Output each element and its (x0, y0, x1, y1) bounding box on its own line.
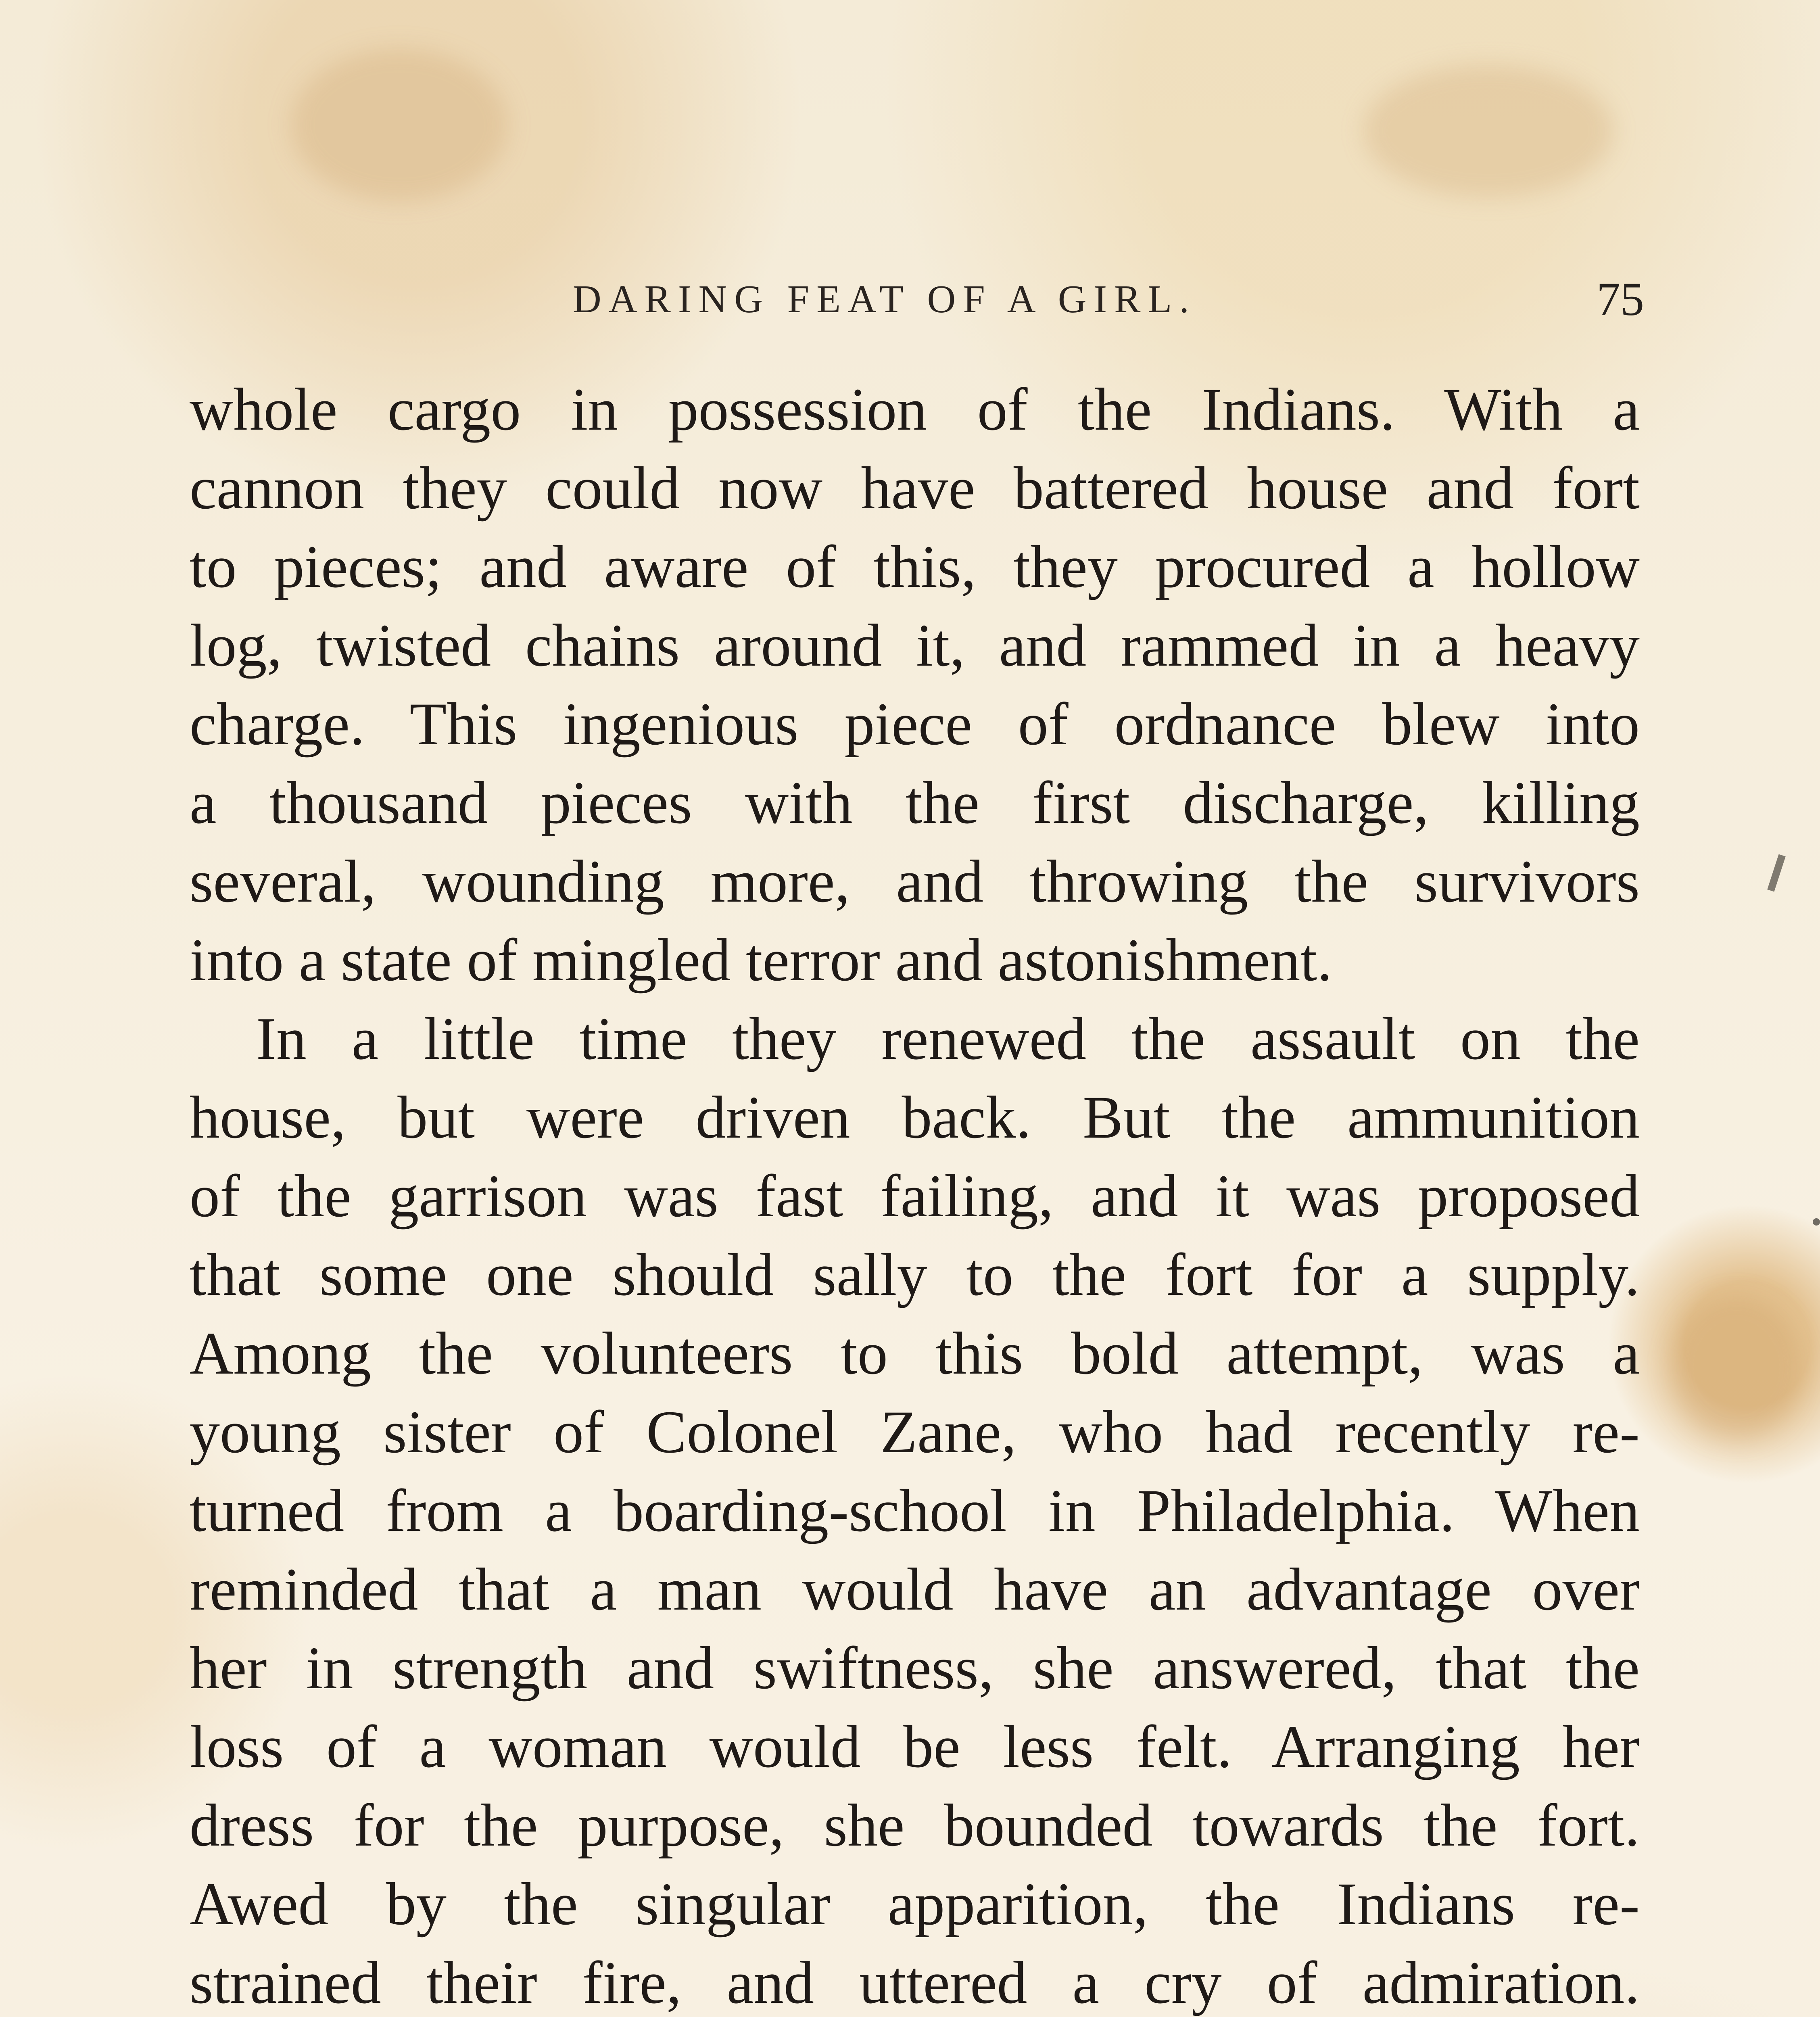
text-line: whole cargo in possession of the Indians. With a (190, 376, 1640, 443)
running-header: DARING FEAT OF A GIRL. (573, 278, 1196, 321)
text-line: turned from a boarding-school in Philadelphia. When (190, 1477, 1640, 1544)
text-line: reminded that a man would have an advantage over (190, 1556, 1640, 1623)
text-line: her in strength and swiftness, she answered, that the (190, 1635, 1640, 1702)
text-line: Among the volunteers to this bold attempt, was a (190, 1320, 1640, 1387)
text-line: house, but were driven back. But the ammunition (190, 1084, 1640, 1151)
foxing-stain (290, 48, 508, 202)
paragraph-end-line: into a state of mingled terror and astonishment. (190, 927, 1332, 994)
text-line: Awed by the singular apparition, the Indians re- (190, 1871, 1640, 1938)
paragraph-start-line: In a little time they renewed the assault on the (256, 1005, 1640, 1072)
text-line: that some one should sally to the fort for a supply. (190, 1241, 1640, 1308)
text-line: loss of a woman would be less felt. Arranging her (190, 1713, 1640, 1780)
text-line: a thousand pieces with the first discharge, killing (190, 769, 1640, 836)
dust-speck (1813, 1218, 1820, 1226)
text-line: several, wounding more, and throwing the survivors (190, 848, 1640, 915)
text-line: charge. This ingenious piece of ordnance blew into (190, 691, 1640, 758)
foxing-stain (1670, 1295, 1803, 1440)
text-line: of the garrison was fast failing, and it was proposed (190, 1163, 1640, 1230)
text-line: dress for the purpose, she bounded towards the fort. (190, 1792, 1640, 1859)
page-number: 75 (1597, 273, 1644, 326)
text-line: to pieces; and aware of this, they procured a hollow (190, 533, 1640, 600)
body-text (190, 370, 1640, 2017)
text-line: strained their fire, and uttered a cry of admiration. (190, 1949, 1640, 2016)
foxing-stain (1363, 65, 1613, 198)
text-line: log, twisted chains around it, and rammed in a heavy (190, 612, 1640, 679)
text-line: young sister of Colonel Zane, who had recently re- (190, 1399, 1640, 1466)
ink-mark (1767, 854, 1786, 892)
text-line: cannon they could now have battered house and fort (190, 455, 1640, 522)
